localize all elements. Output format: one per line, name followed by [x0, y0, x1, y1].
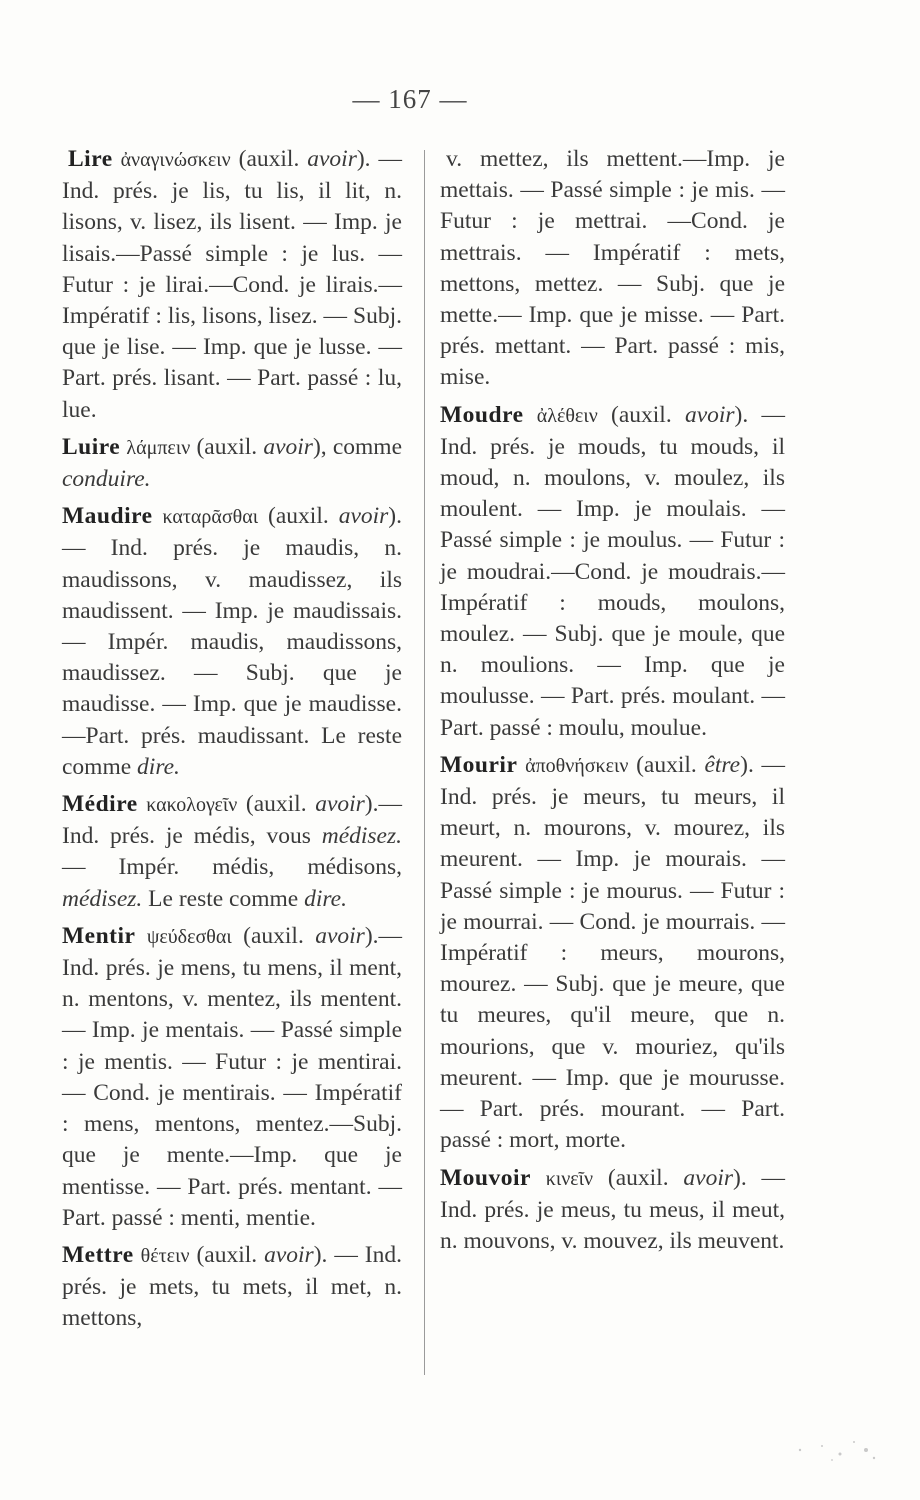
- entry-text: (auxil.: [243, 922, 316, 949]
- entry-italic-text: médisez.: [62, 885, 143, 912]
- entry-italic-text: avoir: [264, 1241, 314, 1268]
- entry-text: v. mettez, ils mettent.—Imp. je mettais. — Passé simple : je mis. — Futur : je mettrai. —Cond. je mettrais. — Impératif : mets, mettons, mettez. — Subj. que je mette.— Imp. que je misse. — Part. prés. mettant. — Part. passé : mis, mise.: [440, 146, 785, 391]
- page-number: — 167 —: [352, 84, 468, 114]
- entry-italic-text: être: [704, 751, 741, 778]
- entry-italic-text: avoir: [684, 401, 735, 428]
- entry-headword: Mouvoir: [440, 1164, 531, 1191]
- entry-greek-translation: ψεύδεσθαι: [146, 925, 232, 948]
- dictionary-entry: [62, 1240, 402, 1335]
- right-column: [440, 144, 785, 1263]
- entry-text: — Impér. médis, médisons,: [62, 854, 402, 881]
- entry-text: ). — Ind. prés. je lis, tu lis, il lit, n. lisons, v. lisez, ils lisent. — Imp. je lisais.—Passé simple : je lus. — Futur : je lirai.—Cond. je lirais.—Impératif : lis, lisons, lisez. — Subj. que je lise. — Imp. que je lusse. — Part. prés. lisant. — Part. passé : lu, lue.: [62, 146, 402, 423]
- entry-greek-translation: ἀποθνήσκειν: [525, 754, 629, 777]
- entry-text: ). — Ind. prés. je mets, tu mets, il met, n. mettons,: [62, 1241, 402, 1332]
- column-divider: [424, 150, 425, 1375]
- entry-text: (auxil.: [636, 751, 705, 778]
- entry-text: (auxil.: [196, 433, 264, 460]
- dictionary-entry: [62, 144, 402, 426]
- entry-text: (auxil.: [245, 791, 316, 818]
- dictionary-entry: [440, 1163, 785, 1258]
- entry-greek-translation: κινεῖν: [545, 1167, 594, 1190]
- entry-italic-text: médisez.: [321, 823, 402, 850]
- entry-text: (auxil.: [238, 146, 308, 172]
- entry-text: (auxil.: [611, 401, 685, 428]
- entry-text: ), comme: [312, 433, 403, 460]
- left-column: [62, 144, 402, 1341]
- dictionary-entry: [440, 750, 785, 1157]
- entry-headword: Maudire: [62, 503, 153, 530]
- print-smudge-decoration: [770, 1428, 890, 1468]
- entry-text: Le reste comme: [142, 885, 305, 912]
- dictionary-entry: [62, 789, 402, 915]
- dictionary-entry: [62, 921, 402, 1234]
- entry-text: (auxil.: [196, 1241, 265, 1268]
- entry-greek-translation: ἀλέθειν: [536, 404, 598, 427]
- entry-italic-text: avoir: [315, 791, 365, 818]
- dictionary-entry: [62, 432, 402, 495]
- entry-text: (auxil.: [268, 503, 339, 530]
- dictionary-entry: [62, 501, 402, 783]
- entry-headword: Mettre: [62, 1241, 134, 1268]
- entry-headword: Moudre: [440, 401, 524, 428]
- entry-italic-text: conduire.: [62, 466, 151, 493]
- entry-greek-translation: ἀναγινώσκειν: [120, 149, 231, 171]
- dictionary-entry: [440, 144, 785, 394]
- entry-italic-text: dire.: [137, 753, 180, 780]
- entry-text: ). — Ind. prés. je maudis, n. maudissons, v. maudissez, ils maudissent. — Imp. je maudissais. — Impér. maudis, maudissons, maudissez. — Subj. que je maudisse. — Imp. que je maudisse.—Part. prés. maudissant. Le reste comme: [62, 503, 402, 780]
- entry-greek-translation: καταρᾶσθαι: [162, 506, 259, 529]
- entry-text: ).—Ind. prés. je médis, vous: [62, 791, 402, 850]
- entry-text: ).—Ind. prés. je mens, tu mens, il ment, n. mentons, v. mentez, ils mentent. — Imp. je mentais. — Passé simple : je mentis. — Futur : je mentirai. — Cond. je mentirais. — Impératif : mens, mentons, mentez.—Subj. que je mente.—Imp. que je mentisse. — Part. prés. mentant. —Part. passé : menti, mentie.: [62, 922, 403, 1231]
- dictionary-entry: [440, 400, 785, 744]
- entry-italic-text: avoir: [315, 922, 365, 949]
- entry-italic-text: avoir: [338, 503, 389, 530]
- entry-text: ). — Ind. prés. je meurs, tu meurs, il meurt, n. mourons, v. mourez, ils meurent. — Imp. je mourais. — Passé simple : je mourus. — Futur : je mourrai. — Cond. je mourrais. — Impératif : meurs, mourons, mourez. — Subj. que je meure, que tu meures, qu'il meure, que n. mourions, que v. mouriez, qu'ils meurent. — Imp. que je mourusse. — Part. prés. mourant. — Part. passé : mort, morte.: [440, 751, 785, 1154]
- entry-text: ). — Ind. prés. je mouds, tu mouds, il moud, n. moulons, v. moulez, ils moulent. — Imp. je moulais. — Passé simple : je moulus. — Futur : je moudrai.—Cond. je moudrais.— Impératif : mouds, moulons, moulez. — Subj. que je moule, que n. moulions. — Imp. que je moulusse. — Part. prés. moulant. — Part. passé : moulu, moulue.: [440, 401, 785, 741]
- entry-italic-text: dire.: [304, 885, 347, 912]
- entry-headword: Lire: [68, 146, 113, 172]
- entry-greek-translation: θέτειν: [140, 1244, 190, 1267]
- entry-text: (auxil.: [607, 1164, 684, 1191]
- entry-italic-text: avoir: [307, 146, 357, 172]
- entry-text: ). — Ind. prés. je meus, tu meus, il meut, n. mouvons, v. mouvez, ils meuvent.: [440, 1164, 785, 1254]
- entry-headword: Mourir: [440, 751, 518, 778]
- entry-headword: Luire: [62, 433, 121, 460]
- entry-italic-text: avoir: [683, 1164, 733, 1191]
- entry-greek-translation: λάμπειν: [126, 436, 191, 459]
- entry-headword: Mentir: [62, 922, 136, 949]
- entry-greek-translation: κακολογεῖν: [146, 794, 238, 817]
- entry-italic-text: avoir: [263, 433, 313, 460]
- entry-headword: Médire: [62, 791, 138, 818]
